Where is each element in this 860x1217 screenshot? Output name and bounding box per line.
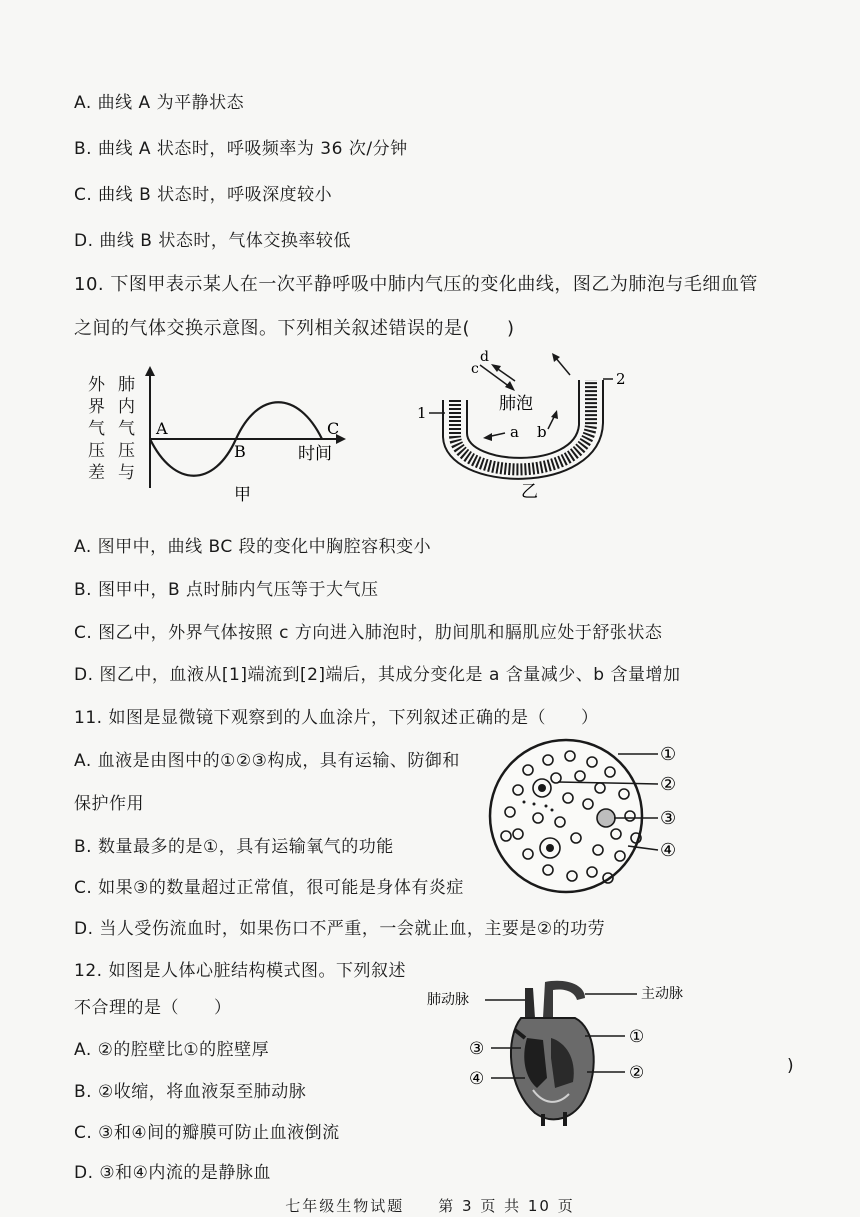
stray-parenthesis: ) (787, 1056, 794, 1076)
heart-label-2: ② (629, 1063, 645, 1083)
figure-jia-caption: 甲 (234, 485, 251, 505)
pulmonary-artery (525, 988, 535, 1018)
figure-yi-caption: 乙 (521, 482, 538, 502)
alveolus-wall (467, 380, 579, 458)
smear-label-3: ③ (660, 808, 677, 829)
smear-label-1: ① (660, 744, 677, 765)
ylabel-col2-4: 与 (118, 463, 135, 483)
label-b: b (537, 423, 547, 441)
ylabel-col2-1: 内 (118, 397, 135, 417)
q10-option-a: A. 图甲中，曲线 BC 段的变化中胸腔容积变小 (74, 537, 432, 557)
ylabel-col1-1: 界 (88, 397, 105, 417)
ylabel-col1-0: 外 (88, 375, 105, 395)
ylabel-col1-3: 压 (88, 441, 105, 461)
figure-jia-pressure-curve (84, 360, 354, 510)
q9-option-a: A. 曲线 A 为平静状态 (74, 93, 245, 113)
q11-stem: 11. 如图是显微镜下观察到的人血涂片，下列叙述正确的是（ ） (74, 708, 599, 728)
white-blood-cell-2 (597, 809, 615, 827)
q12-option-a: A. ②的腔壁比①的腔壁厚 (74, 1040, 270, 1060)
label-c: c (471, 361, 479, 377)
ylabel-col2-2: 气 (118, 419, 135, 439)
q9-option-b: B. 曲线 A 状态时，呼吸频率为 36 次/分钟 (74, 139, 408, 159)
q12-option-b: B. ②收缩，将血液泵至肺动脉 (74, 1082, 307, 1102)
point-c-label: C (327, 419, 340, 438)
ylabel-col2-0: 肺 (118, 375, 135, 395)
figure-heart (425, 978, 715, 1128)
q10-stem-line1: 10. 下图甲表示某人在一次平静呼吸中肺内气压的变化曲线，图乙为肺泡与毛细血管 (74, 274, 758, 295)
ylabel-col1-4: 差 (88, 463, 105, 483)
label-2: 2 (616, 370, 626, 388)
q11-option-c: C. 如果③的数量超过正常值，很可能是身体有炎症 (74, 878, 464, 898)
heart-label-3: ③ (469, 1039, 485, 1059)
q10-option-b: B. 图甲中，B 点时肺内气压等于大气压 (74, 580, 379, 600)
x-axis-label: 时间 (298, 444, 332, 464)
point-b-label: B (234, 442, 246, 461)
label-a: a (510, 423, 519, 441)
ylabel-col2-3: 压 (118, 441, 135, 461)
q12-stem-line2: 不合理的是（ ） (74, 998, 232, 1018)
page-footer: 七年级生物试题 第 3 页 共 10 页 (285, 1197, 575, 1215)
q10-option-c: C. 图乙中，外界气体按照 c 方向进入肺泡时，肋间肌和膈肌应处于舒张状态 (74, 623, 663, 643)
heart-body (511, 1018, 594, 1119)
q12-option-d: D. ③和④内流的是静脉血 (74, 1163, 271, 1183)
q12-stem-line1: 12. 如图是人体心脏结构模式图。下列叙述 (74, 961, 406, 981)
q11-option-d: D. 当人受伤流血时，如果伤口不严重，一会就止血，主要是②的功劳 (74, 919, 606, 939)
q10-option-d: D. 图乙中，血液从[1]端流到[2]端后，其成分变化是 a 含量减少、b 含量增加 (74, 665, 681, 685)
q11-option-a-cont: 保护作用 (74, 794, 144, 814)
point-a-label: A (156, 419, 168, 438)
aorta (543, 981, 585, 1018)
label-d: d (480, 349, 489, 365)
ylabel-col1-2: 气 (88, 419, 105, 439)
q12-option-c: C. ③和④间的瓣膜可防止血液倒流 (74, 1123, 340, 1143)
q9-option-c: C. 曲线 B 状态时，呼吸深度较小 (74, 185, 333, 205)
q10-stem-line2: 之间的气体交换示意图。下列相关叙述错误的是( ) (74, 318, 515, 339)
q11-option-a: A. 血液是由图中的①②③构成，具有运输、防御和 (74, 751, 460, 771)
label-pulmonary-artery: 肺动脉 (427, 992, 469, 1008)
figure-yi-gas-exchange (415, 345, 635, 505)
heart-label-1: ① (629, 1027, 645, 1047)
heart-label-4: ④ (469, 1069, 485, 1089)
alveolus-label: 肺泡 (499, 394, 533, 414)
figure-blood-smear (488, 738, 698, 898)
label-1: 1 (417, 404, 427, 422)
smear-label-4: ④ (660, 840, 677, 861)
smear-label-2: ② (660, 774, 677, 795)
q11-option-b: B. 数量最多的是①，具有运输氧气的功能 (74, 837, 394, 857)
label-aorta: 主动脉 (641, 986, 683, 1002)
q9-option-d: D. 曲线 B 状态时，气体交换率较低 (74, 231, 351, 251)
